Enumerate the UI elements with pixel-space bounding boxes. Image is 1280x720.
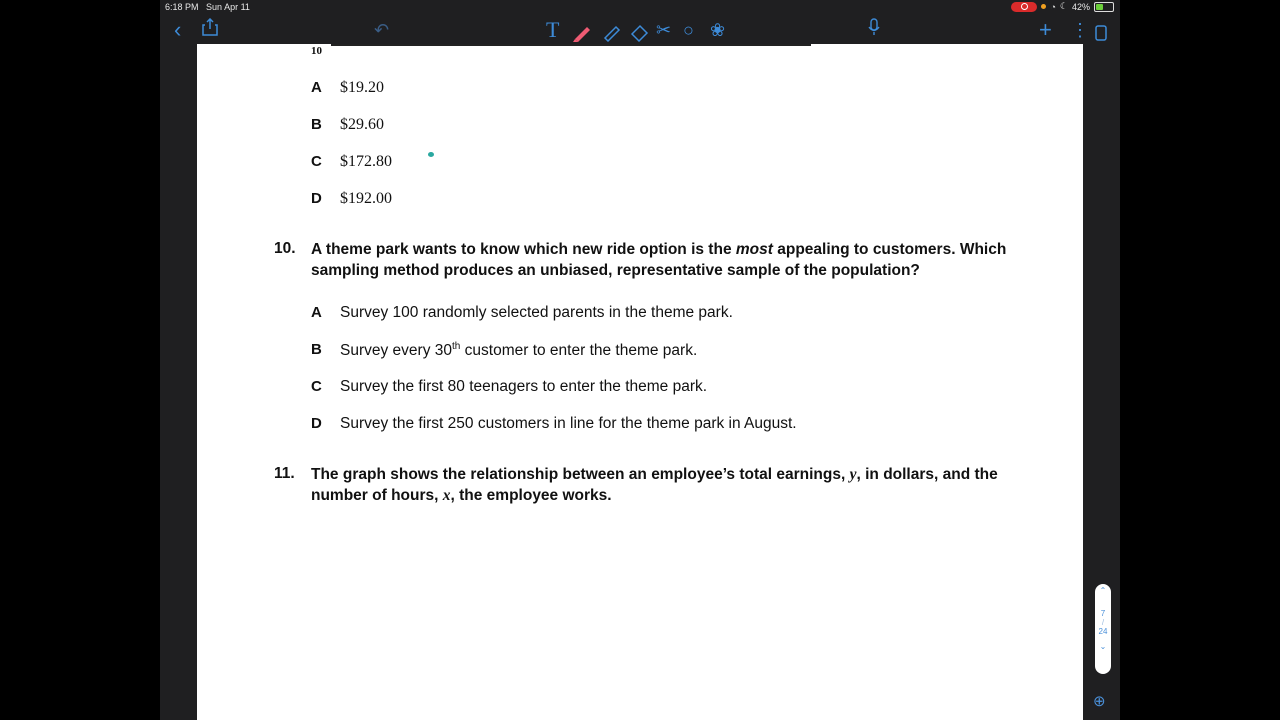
status-time: 6:18 PM Sun Apr 11 bbox=[165, 2, 250, 12]
q10-prompt: A theme park wants to know which new ride option is the most appealing to customers. Which sampling method produces an unbiased, representative sample of the population? bbox=[311, 241, 1007, 279]
wifi-icon: ◔ bbox=[1050, 1, 1056, 12]
shapes-icon[interactable]: ○ bbox=[683, 20, 694, 40]
q9-answer-d: D $192.00 bbox=[311, 190, 392, 207]
q11-prompt: The graph shows the relationship between an employee’s total earnings, y, in dollars, and the number of hours, x, the employee works. bbox=[311, 466, 998, 504]
fraction-denominator: 10 bbox=[311, 45, 322, 57]
page-current: 7 bbox=[1100, 609, 1106, 618]
chevron-left-icon[interactable]: ‹ bbox=[174, 17, 182, 42]
pages-icon[interactable] bbox=[1094, 20, 1108, 52]
mic-dot-icon bbox=[1041, 4, 1046, 9]
screen-record-indicator bbox=[1011, 2, 1037, 12]
zoom-icon[interactable]: ⊕ bbox=[1093, 693, 1106, 710]
moon-icon: ☾ bbox=[1059, 1, 1068, 11]
annotation-toolbar bbox=[160, 14, 1120, 46]
more-icon[interactable]: ⋮ bbox=[1071, 20, 1089, 40]
q11-number: 11. bbox=[274, 465, 295, 482]
ipad-screen bbox=[160, 0, 1120, 720]
q9-answer-c: C $172.80 bbox=[311, 153, 392, 170]
page-scroller[interactable]: ⌃ 7 / 24 ⌄ bbox=[1095, 584, 1111, 674]
chevron-down-icon[interactable]: ⌄ bbox=[1099, 642, 1107, 651]
q10-answer-b: B Survey every 30th customer to enter the theme park. bbox=[311, 341, 698, 360]
share-icon[interactable] bbox=[202, 14, 218, 46]
text-tool-icon[interactable]: T bbox=[546, 17, 560, 42]
earnings-chart bbox=[497, 508, 797, 720]
lasso-icon[interactable]: ❀ bbox=[710, 20, 726, 40]
undo-icon[interactable]: ↶ bbox=[374, 20, 390, 40]
q10-answer-c: C Survey the first 80 teenagers to enter the theme park. bbox=[311, 378, 708, 395]
cut-off-previous-line bbox=[331, 44, 851, 48]
battery-percent: 42% bbox=[1071, 1, 1090, 12]
battery-icon bbox=[1094, 2, 1114, 12]
ink-dot bbox=[428, 152, 434, 157]
q9-answer-a: A $19.20 bbox=[311, 79, 384, 96]
q10-answer-a: A Survey 100 randomly selected parents in the theme park. bbox=[311, 304, 733, 321]
status-bar bbox=[160, 0, 1120, 14]
page-total: 24 bbox=[1098, 627, 1108, 636]
q10-answer-d: D Survey the first 250 customers in line for the theme park in August. bbox=[311, 415, 797, 432]
microphone-icon[interactable] bbox=[868, 14, 880, 46]
plus-icon[interactable]: + bbox=[1039, 17, 1052, 42]
document-content bbox=[197, 44, 1083, 720]
q10-number: 10. bbox=[274, 240, 296, 257]
q9-answer-b: B $29.60 bbox=[311, 116, 384, 133]
scissors-icon[interactable]: ✂ bbox=[656, 20, 672, 40]
pdf-page[interactable] bbox=[197, 44, 1083, 720]
chevron-up-icon[interactable]: ⌃ bbox=[1099, 586, 1107, 595]
